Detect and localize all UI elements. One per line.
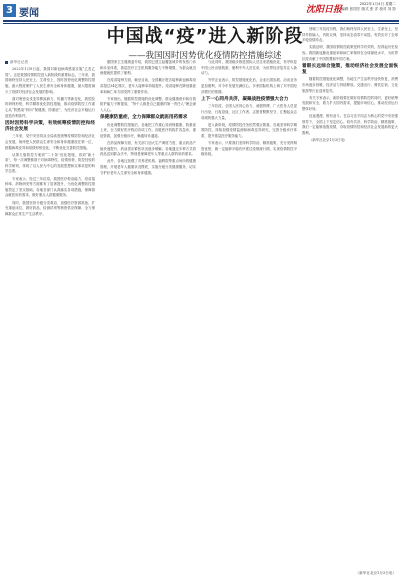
byline: 新华社记者 [5,60,95,66]
paragraph: 据国家卫生健康委介绍，我国已建立起覆盖城乡的发热门诊和诊室体系，基层医疗卫生机构服务能力不断增强，为群众就近就便就医提供了便利。 [100,60,196,76]
editors-line: 编辑 张国宏 版式 张 洋 校对 刘 影 [341,7,396,11]
issue-date: 2022年1月4日 星期二 [359,2,396,6]
paragraph: 在疫苗接种方面，截至目前，全国累计报告接种新冠病毒疫苗超过34亿剂次，老年人接种率持续提升。疫苗接种在降低重症率和病亡率方面发挥了重要作用。 [100,78,196,94]
header-meta [341,2,396,12]
subheadline: ——我国因时因势优化疫情防控措施综述 [128,51,282,61]
paragraph: 此外，各地还加强了对养老机构、福利院等重点场所的健康管理，开展老年人健康状况摸底，实施分级分类健康服务，切实守护好老年人生命安全和身体健康。 [100,159,196,175]
paragraph: 面对奥密克戎变异株致病力、传播力等新变化，我国及时研判形势，科学精准优化防控措施，推动疫情防控工作重心从“防感染”转向“保健康、防重症”，为经济社会平稳运行创造有利条件。 [5,96,95,118]
section-subhead: 上下一心同舟共济，凝聚战胜疫情强大合力 [201,96,289,102]
paragraph: （新华社北京1月3日电） [309,138,348,143]
paragraph: 专家表示，经过三年抗疫，我国医疗救治能力、疫苗接种率、药物研发等方面都有了显著提升，为优化调整防控措施奠定了坚实基础。各地各部门认真落实各项措施，保障群众就医用药需求，做好重点人群健康服务。 [5,176,95,198]
headline: 中国战“疫”进入新阶段 [106,26,304,47]
section-subhead: 因时因势科学决策，有效统筹疫情防控和经济社会发展 [5,120,95,132]
paragraph: 三年来，党中央坚持从全局高度统筹疫情防控和经济社会发展，始终把人民群众生命安全和身体健康放在第一位，根据病毒变异和疫情形势变化，不断优化完善防控措施。 [5,134,95,150]
paragraph: 专家指出，随着防控措施的优化调整，群众健康意识和自我防护能力不断提高，“每个人都是自己健康的第一责任人”理念深入人心。 [100,96,196,112]
paragraph: 2022年1月8日起，我国对新冠病毒感染实施“乙类乙管”。这是我国疫情防控进入新阶段的重要标志。三年来，我国始终坚持人民至上、生命至上，因时因势优化调整防控措施，最大程度保护了人民生命安全和身体健康，最大限度减少了疫情对经济社会发展的影响。 [5,67,95,94]
article-column-4 [302,27,398,575]
paragraph: 有关专家表示，新阶段要在做好疫情防控的同时，更好统筹发展和安全，着力扩大国内需求，提振市场信心，推动经济运行整体好转。 [302,95,398,111]
paragraph: 三年抗疫，全国人民同心协力、顽强拼搏，广大医务人员逆行出征、日夜奋战，社区工作者、志愿者默默坚守，汇聚起众志成城的强大力量。 [201,104,297,120]
header-rule [3,20,399,22]
paragraph: 外贸企业表示，防控措施优化后，企业出国参展、洽谈业务更加便利，对今年发展充满信心。多家国际机构上调了对中国经济增长的预期。 [201,78,297,94]
paragraph: 回顾三年抗疫历程，我们始终坚持人民至上、生命至上，坚持外防输入、内防反弹，坚持动态清零不动摇，有效应对了全球多轮疫情冲击。 [302,27,398,43]
headline-block [80,26,330,61]
section-subhead: 着眼长远综合施策，推动经济社会发展全面恢复 [302,63,398,75]
paragraph: 专家表示，只要我们坚持科学防治、精准施策，充分发挥制度优势，就一定能够平稳有序度过疫情流行期，实现疫情防控平稳转段。 [201,141,297,157]
square-bullet-icon [5,61,8,64]
paragraph: 优化调整防控措施后，各地把工作重心转到保健康、防重症上来，全力做好医疗救治各项工作。各级医疗机构扩容急诊、重症资源，加强分级诊疗，畅通转诊通道。 [100,122,196,138]
paragraph: 实践证明，我国疫情防控政策是科学有效的，经得起历史检验。我国新冠肺炎重症率和病亡率保持在全球最低水平，为世界抗疫贡献了中国智慧和中国方案。 [302,45,398,61]
newspaper-logo: 沈阳日报 [306,5,343,15]
paragraph: 从第九版防控方案到“二十条”优化措施，再到“新十条”，每一次调整都基于对病毒特性、疫情形势、防控经验的科学研判，体现了以人民为中心的发展思想和实事求是的科学态度。 [5,152,95,174]
paragraph: 与此同时，我国稳步推进国际人员往来措施优化，有序恢复中国公民出境旅游，便利中外人员往来，为世界经济复苏注入新动力。 [201,60,297,76]
article-column-1 [5,60,95,575]
section-subhead: 保健康防重症，全力保障群众就医用药需求 [100,115,188,121]
paragraph: 征途漫漫，惟有奋斗。在以习近平同志为核心的党中央坚强领导下，全国上下坚定信心、同舟共济、科学防治、精准施策，我们一定能够战胜疫情，夺取疫情防控和经济社会发展新的更大胜利。 [302,114,398,135]
page-header [0,0,402,22]
paragraph: 随着防控措施优化调整，各地生产生活秩序加快恢复，消费市场逐步回暖，经济活力持续释放。交通出行、餐饮住宿、文化旅游等行业迎来复苏。 [302,77,398,93]
paragraph: 在药品保障方面，有关部门加大生产调度力度，重点药品产能快速提升，药品供应紧张状况逐步缓解。各地通过多种方式将药品送到群众手中，特别是保障老年人等重点人群的用药需求。 [100,141,196,157]
page-number-badge: 3 [3,4,16,17]
article-column-2 [100,60,196,575]
article-column-3 [201,60,297,575]
paragraph: 进入新阶段，疫情防控任务依然艰巨繁重。各地坚持科学精准防控，持续加强疫情监测和病毒变异研究，完善分级诊疗体系，提升基层医疗服务能力。 [201,122,297,138]
paragraph: 同时，我国坚持分级分类救治，加强医疗资源准备，扩充重症床位，做好药品、检测试剂等物资供应保障，全力保障群众正常生产生活秩序。 [5,200,95,216]
header-rule-thin [3,23,399,24]
section-name: 要闻 [19,8,39,19]
dateline-footer: （新华社北京1月3日电） [355,571,396,575]
